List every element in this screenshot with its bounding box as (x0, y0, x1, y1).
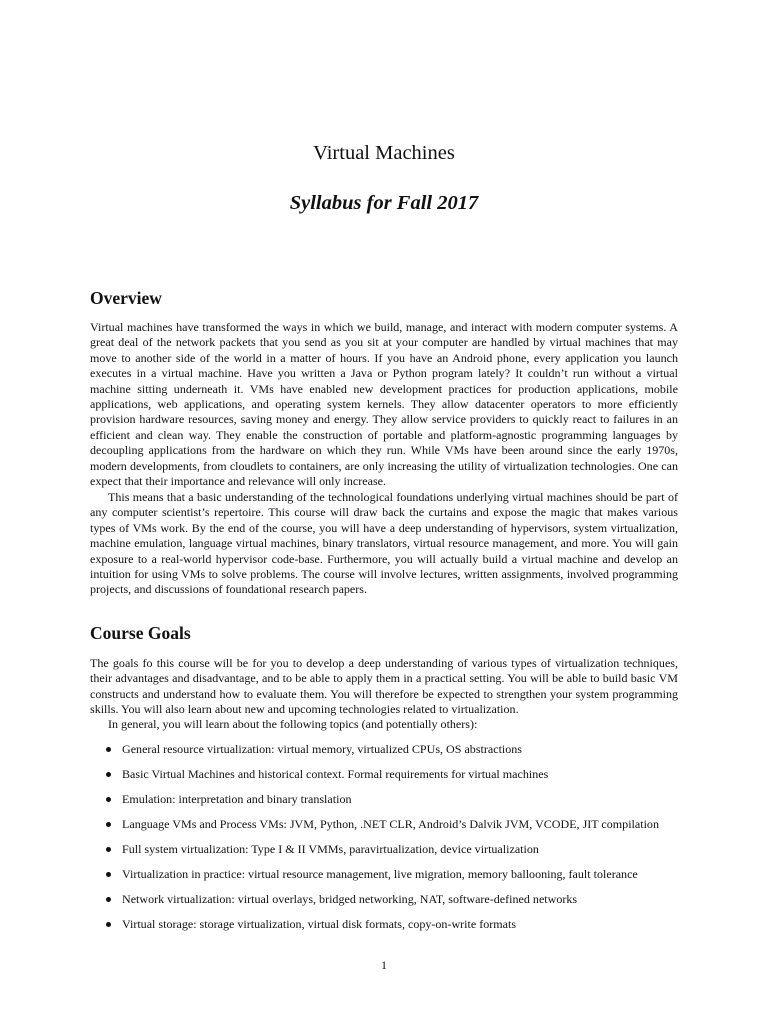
list-item-text: Language VMs and Process VMs: JVM, Python, .NET CLR, Android’s Dalvik JVM, VCODE, JIT compilation (122, 817, 659, 831)
course-goals-heading: Course Goals (90, 623, 191, 643)
overview-heading: Overview (90, 288, 162, 308)
list-item-text: Basic Virtual Machines and historical context. Formal requirements for virtual machines (122, 767, 549, 781)
list-item (106, 917, 686, 942)
course-goals-paragraph-1: The goals fo this course will be for you to develop a deep understanding of various types of virtualization techniques, their advantages and disadvantage, and to be able to apply them in a practical setting. You will be able to build basic VM constructs and understand how to evaluate them. You will therefore be expected to strengthen your system programming skills. You will also learn about new and upcoming technologies related to virtualization. (90, 656, 678, 717)
bullet-icon (106, 797, 111, 802)
bullet-icon (106, 822, 111, 827)
list-item-text: General resource virtualization: virtual memory, virtualized CPUs, OS abstractions (122, 742, 522, 756)
bullet-icon (106, 897, 111, 902)
list-item (106, 817, 686, 842)
list-item-text: Emulation: interpretation and binary translation (122, 792, 352, 806)
overview-paragraph-1: Virtual machines have transformed the ways in which we build, manage, and interact with modern computer systems. A great deal of the network packets that you send as you sit at your computer are handled by virtual machines that may move to another side of the world in a matter of hours. If you have an Android phone, every application you launch executes in a virtual machine. Have you written a Java or Python program lately? It couldn’t run without a virtual machine sitting underneath it. VMs have enabled new development practices for production applications, mobile applications, web applications, and operating system kernels. They allow datacenter operators to more efficiently provision hardware resources, saving money and energy. They allow service providers to quickly react to failures in an efficient and clean way. They enable the construction of portable and platform-agnostic programming languages by decoupling applications from the hardware on which they run. While VMs have been around since the early 1970s, modern developments, from cloudlets to containers, are only increasing the utility of virtualization technologies. One can expect that their importance and relevance will only increase. (90, 320, 678, 489)
bullet-icon (106, 772, 111, 777)
list-item (106, 767, 686, 792)
list-item (106, 842, 686, 867)
document-title: Virtual Machines (313, 142, 455, 164)
list-item-text: Virtual storage: storage virtualization, virtual disk formats, copy-on-write formats (122, 917, 517, 931)
overview-paragraph-2-text: This means that a basic understanding of the technological foundations underlying virtual machines should be part of any computer scientist’s repertoire. This course will draw back the curtains and expose the magic that makes various types of VMs work. By the end of the course, you will have a deep understanding of hypervisors, system virtualization, machine emulation, language virtual machines, binary translators, virtual resource management, and more. You will gain exposure to a real-world hypervisor code-base. Furthermore, you will actually build a virtual machine and develop an intuition for using VMs to solve problems. The course will involve lectures, written assignments, involved programming projects, and discussions of foundational research papers. (90, 490, 678, 597)
page-number: 1 (381, 958, 387, 972)
topics-list (106, 742, 686, 942)
bullet-icon (106, 922, 111, 927)
bullet-icon (106, 747, 111, 752)
list-item-text: Full system virtualization: Type I & II VMMs, paravirtualization, device virtualization (122, 842, 539, 856)
list-item (106, 792, 686, 817)
document-subtitle: Syllabus for Fall 2017 (289, 192, 479, 214)
list-item-text: Network virtualization: virtual overlays, bridged networking, NAT, software-defined networks (122, 892, 578, 906)
bullet-icon (106, 847, 111, 852)
overview-paragraph-2 (90, 490, 678, 598)
list-item (106, 867, 686, 892)
list-item-text: Virtualization in practice: virtual resource management, live migration, memory ballooning, fault tolerance (122, 867, 638, 881)
course-goals-paragraph-2 (90, 717, 678, 732)
bullet-icon (106, 872, 111, 877)
course-goals-paragraph-2-text: In general, you will learn about the following topics (and potentially others): (108, 717, 478, 731)
list-item (106, 742, 686, 767)
list-item (106, 892, 686, 917)
